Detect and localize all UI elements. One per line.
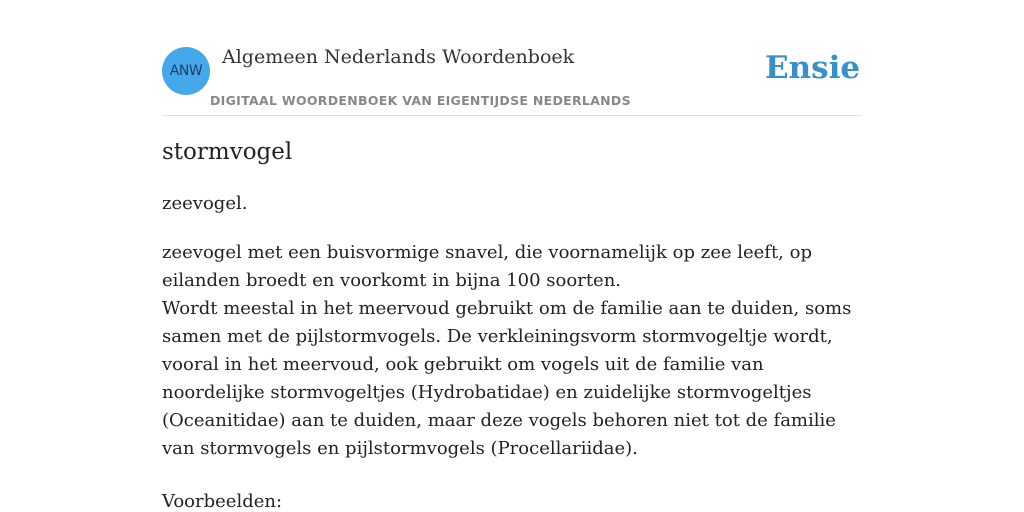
examples-label: Voorbeelden:: [162, 491, 283, 512]
definition-main: zeevogel met een buisvormige snavel, die voornamelijk op zee leeft, op eilanden broedt en voorkomt in bijna 100 soorten.: [162, 242, 812, 291]
header-divider: [162, 115, 862, 116]
anw-logo-text: ANW: [169, 63, 203, 79]
definition-note: Wordt meestal in het meervoud gebruikt om de familie aan te duiden, soms samen met de pijlstormvogels. De verkleiningsvorm stormvogeltje wordt, vooral in het meervoud, ook gebruikt om vogels uit de familie van noordelijke stormvogeltjes (Hydrobatidae) en zuidelijke stormvogeltjes (Oceanitidae) aan te duiden, maar deze vogels behoren niet tot de familie van stormvogels en pijlstormvogels (Procellariidae).: [162, 298, 852, 459]
anw-logo[interactable]: [162, 47, 210, 95]
short-definition: zeevogel.: [162, 193, 248, 214]
dictionary-subtitle: DIGITAAL WOORDENBOEK VAN EIGENTIJDSE NEDERLANDS: [210, 93, 631, 108]
ensie-brand-link[interactable]: Ensie: [765, 50, 861, 86]
definition: [162, 239, 862, 463]
page-title: stormvogel: [162, 139, 293, 165]
dictionary-title[interactable]: Algemeen Nederlands Woordenboek: [222, 46, 575, 68]
